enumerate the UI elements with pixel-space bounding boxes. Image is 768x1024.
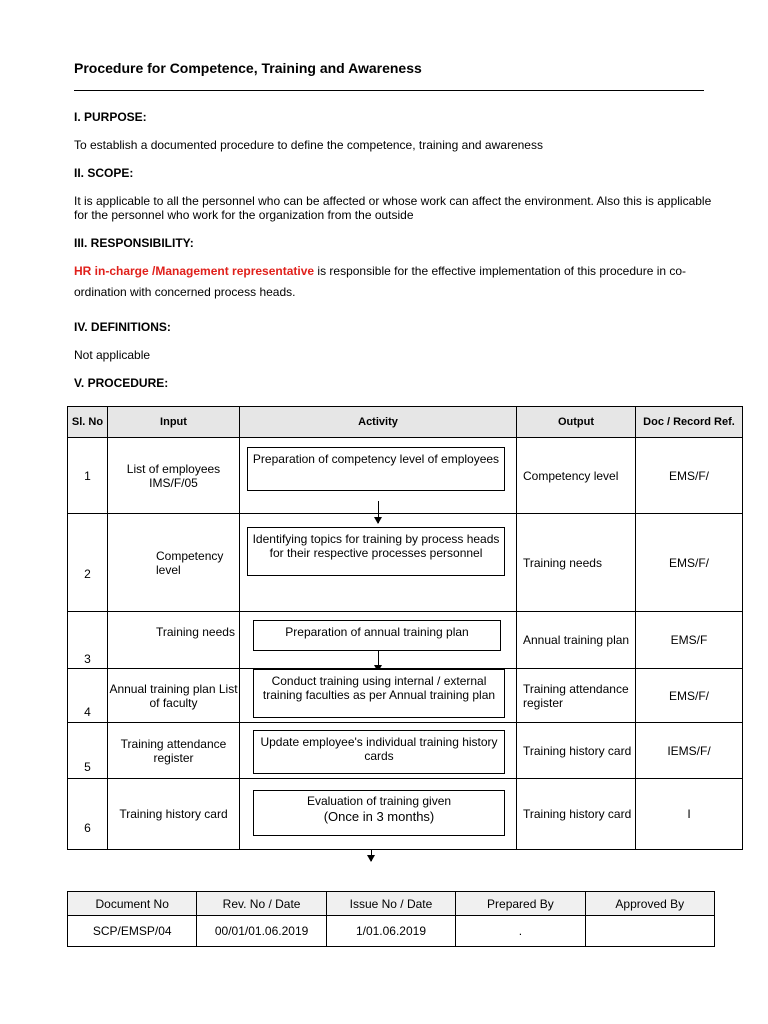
activity-note: (Once in 3 months) [323,809,435,824]
activity-box: Identifying topics for training by process heads for their respective processes personnel [247,527,505,576]
responsibility-body: is responsible for the effective implementation of this procedure in co-ordination with concerned process heads. [74,264,687,299]
activity-box [253,790,505,836]
footer-header-approved: Approved By [585,892,714,916]
footer-header-rev: Rev. No / Date [197,892,326,916]
row-output: Training needs [517,514,636,612]
table-row [68,612,743,669]
procedure-heading: V. PROCEDURE: [74,376,169,390]
footer-header-doc-no: Document No [68,892,197,916]
procedure-table [67,406,742,849]
footer-rev: 00/01/01.06.2019 [197,916,326,947]
activity-box: Preparation of annual training plan [253,620,501,651]
row-sl: 1 [68,438,108,514]
row-doc-ref: IEMS/F/ [636,723,743,779]
table-row [68,723,743,779]
responsibility-highlight: HR in-charge /Management representative [74,264,315,278]
row-sl: 4 [68,669,108,723]
document-control-table [67,891,715,947]
row-input: List of employees IMS/F/05 [108,438,240,514]
scope-heading: II. SCOPE: [74,166,134,180]
purpose-text: To establish a documented procedure to define the competence, training and awareness [74,138,543,152]
header-sl-no: Sl. No [68,407,108,438]
definitions-text: Not applicable [74,348,151,362]
row-input: Competency level [108,514,240,612]
footer-issue: 1/01.06.2019 [326,916,455,947]
activity-box: Preparation of competency level of employees [247,447,505,491]
header-output: Output [517,407,636,438]
row-activity-cell [240,669,517,723]
row-input: Training needs [108,612,240,669]
table-row [68,514,743,612]
row-activity-cell [240,612,517,669]
table-row [68,779,743,850]
row-output: Annual training plan [517,612,636,669]
activity-box: Conduct training using internal / external training faculties as per Annual training plan [253,669,505,718]
activity-text: Evaluation of training given [306,794,452,808]
footer-header-issue: Issue No / Date [326,892,455,916]
row-doc-ref: EMS/F/ [636,669,743,723]
header-activity: Activity [240,407,517,438]
table-row [68,669,743,723]
activity-box: Update employee's individual training history cards [253,730,505,774]
row-doc-ref: EMS/F/ [636,438,743,514]
table-row [68,438,743,514]
scope-text: It is applicable to all the personnel who can be affected or whose work can affect the environment. Also this is applicable for the personnel who work for the organization from the outside [74,194,712,222]
row-doc-ref: I [636,779,743,850]
row-activity-cell [240,779,517,850]
title-underline [74,90,704,91]
row-input: Training history card [108,779,240,850]
responsibility-text [74,261,724,303]
document-title: Procedure for Competence, Training and Awareness [74,60,422,76]
responsibility-heading: III. RESPONSIBILITY: [74,236,194,250]
row-input: Annual training plan List of faculty [108,669,240,723]
row-input: Training attendance register [108,723,240,779]
row-sl: 5 [68,723,108,779]
row-doc-ref: EMS/F [636,612,743,669]
row-sl: 3 [68,612,108,669]
row-sl: 2 [68,514,108,612]
row-doc-ref: EMS/F/ [636,514,743,612]
row-output: Training attendance register [517,669,636,723]
row-activity-cell [240,723,517,779]
footer-doc-no: SCP/EMSP/04 [68,916,197,947]
header-input: Input [108,407,240,438]
footer-approved [585,916,714,947]
row-output: Competency level [517,438,636,514]
purpose-heading: I. PURPOSE: [74,110,147,124]
header-doc-ref: Doc / Record Ref. [636,407,743,438]
row-output: Training history card [517,723,636,779]
row-activity-cell [240,438,517,514]
row-sl: 6 [68,779,108,850]
row-activity-cell [240,514,517,612]
footer-prepared: . [456,916,585,947]
footer-header-prepared: Prepared By [456,892,585,916]
row-output: Training history card [517,779,636,850]
flow-end-arrow-icon [371,849,372,861]
definitions-heading: IV. DEFINITIONS: [74,320,171,334]
